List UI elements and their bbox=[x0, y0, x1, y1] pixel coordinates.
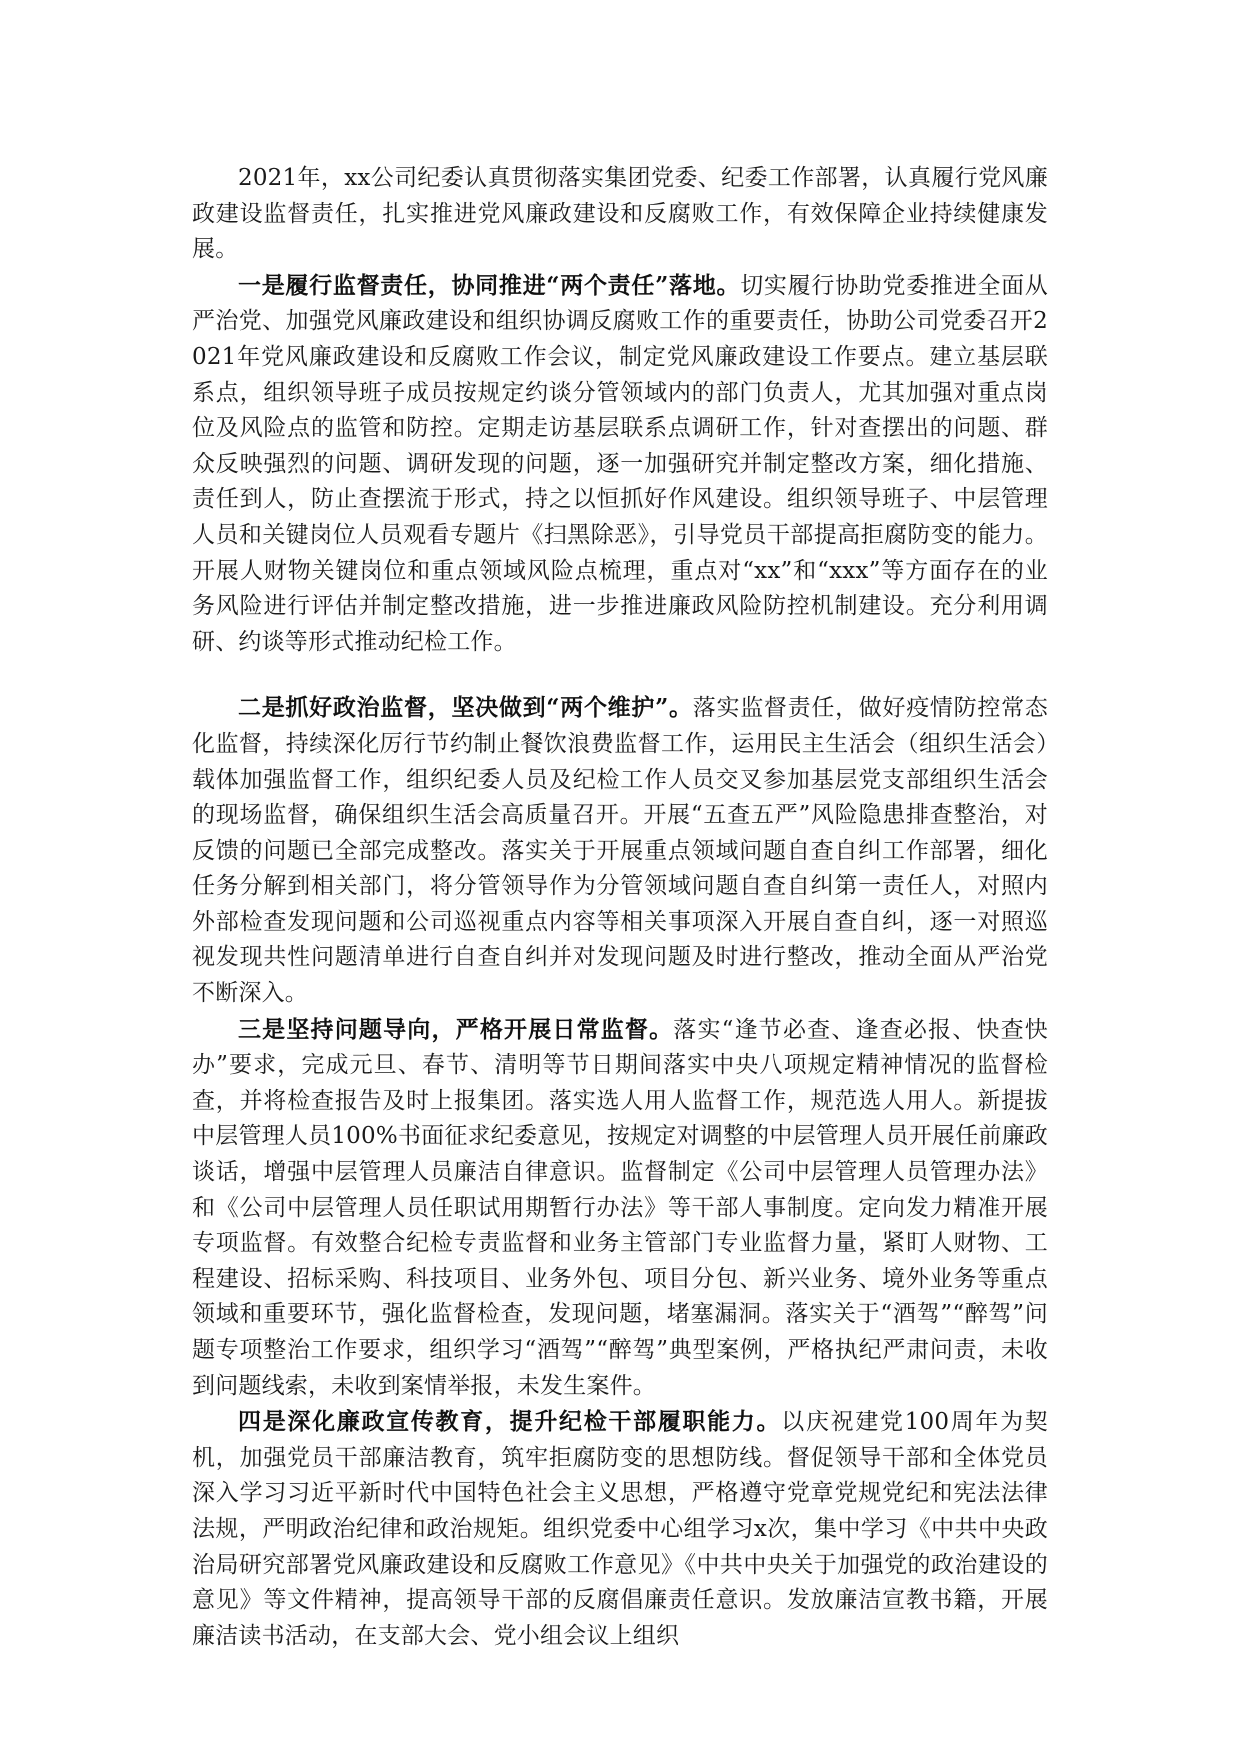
intro-paragraph bbox=[192, 160, 1048, 268]
paragraph-text: 2021年，xx公司纪委认真贯彻落实集团党委、纪委工作部署，认真履行党风廉政建设监督责任，扎实推进党风廉政建设和反腐败工作，有效保障企业持续健康发展。 bbox=[192, 165, 1048, 263]
section-paragraph-1 bbox=[192, 268, 1048, 661]
section-text-2: 落实监督责任，做好疫情防控常态化监督，持续深化厉行节约制止餐饮浪费监督工作，运用民主生活会（组织生活会）载体加强监督工作，组织纪委人员及纪检工作人员交叉参加基层党支部组织生活会的现场监督，确保组织生活会高质量召开。开展“五查五严”风险隐患排查整治，对反馈的问题已全部完成整改。落实关于开展重点领域问题自查自纠工作部署，细化任务分解到相关部门，将分管领导作为分管领域问题自查自纠第一责任人，对照内外部检查发现问题和公司巡视重点内容等相关事项深入开展自查自纠，逐一对照巡视发现共性问题清单进行自查自纠并对发现问题及时进行整改，推动全面从严治党不断深入。 bbox=[192, 695, 1048, 1007]
section-text-1: 切实履行协助党委推进全面从严治党、加强党风廉政建设和组织协调反腐败工作的重要责任，协助公司党委召开2021年党风廉政建设和反腐败工作会议，制定党风廉政建设工作要点。建立基层联系点，组织领导班子成员按规定约谈分管领域内的部门负责人，尤其加强对重点岗位及风险点的监管和防控。定期走访基层联系点调研工作，针对查摆出的问题、群众反映强烈的问题、调研发现的问题，逐一加强研究并制定整改方案，细化措施、责任到人，防止查摆流于形式，持之以恒抓好作风建设。组织领导班子、中层管理人员和关键岗位人员观看专题片《扫黑除恶》，引导党员干部提高拒腐防变的能力。开展人财物关键岗位和重点领域风险点梳理，重点对“xx”和“xxx”等方面存在的业务风险进行评估并制定整改措施，进一步推进廉政风险防控机制建设。充分利用调研、约谈等形式推动纪检工作。 bbox=[192, 272, 1048, 655]
section-heading-4: 四是深化廉政宣传教育，提升纪检干部履职能力。 bbox=[238, 1408, 782, 1436]
section-heading-2: 二是抓好政治监督，坚决做到“两个维护”。 bbox=[238, 694, 693, 722]
section-heading-3: 三是坚持问题导向，严格开展日常监督。 bbox=[238, 1015, 674, 1043]
section-paragraph-4 bbox=[192, 1404, 1048, 1654]
section-heading-1: 一是履行监督责任，协同推进“两个责任”落地。 bbox=[238, 271, 741, 299]
document-body bbox=[192, 160, 1048, 1654]
section-paragraph-2 bbox=[192, 690, 1048, 1011]
section-text-4: 以庆祝建党100周年为契机，加强党员干部廉洁教育，筑牢拒腐防变的思想防线。督促领导干部和全体党员深入学习习近平新时代中国特色社会主义思想，严格遵守党章党规党纪和宪法法律法规，严明政治纪律和政治规矩。组织党委中心组学习x次，集中学习《中共中央政治局研究部署党风廉政建设和反腐败工作意见》《中共中央关于加强党的政治建设的意见》等文件精神，提高领导干部的反腐倡廉责任意识。发放廉洁宣教书籍，开展廉洁读书活动，在支部大会、党小组会议上组织 bbox=[192, 1409, 1048, 1649]
section-text-3: 落实“逢节必查、逢查必报、快查快办”要求，完成元旦、春节、清明等节日期间落实中央八项规定精神情况的监督检查，并将检查报告及时上报集团。落实选人用人监督工作，规范选人用人。新提拔中层管理人员100%书面征求纪委意见，按规定对调整的中层管理人员开展任前廉政谈话，增强中层管理人员廉洁自律意识。监督制定《公司中层管理人员管理办法》和《公司中层管理人员任职试用期暂行办法》等干部人事制度。定向发力精准开展专项监督。有效整合纪检专责监督和业务主管部门专业监督力量，紧盯人财物、工程建设、招标采购、科技项目、业务外包、项目分包、新兴业务、境外业务等重点领域和重要环节，强化监督检查，发现问题，堵塞漏洞。落实关于“酒驾”“醉驾”问题专项整治工作要求，组织学习“酒驾”“醉驾”典型案例，严格执纪严肃问责，未收到问题线索，未收到案情举报，未发生案件。 bbox=[192, 1016, 1048, 1399]
section-paragraph-3 bbox=[192, 1012, 1048, 1405]
